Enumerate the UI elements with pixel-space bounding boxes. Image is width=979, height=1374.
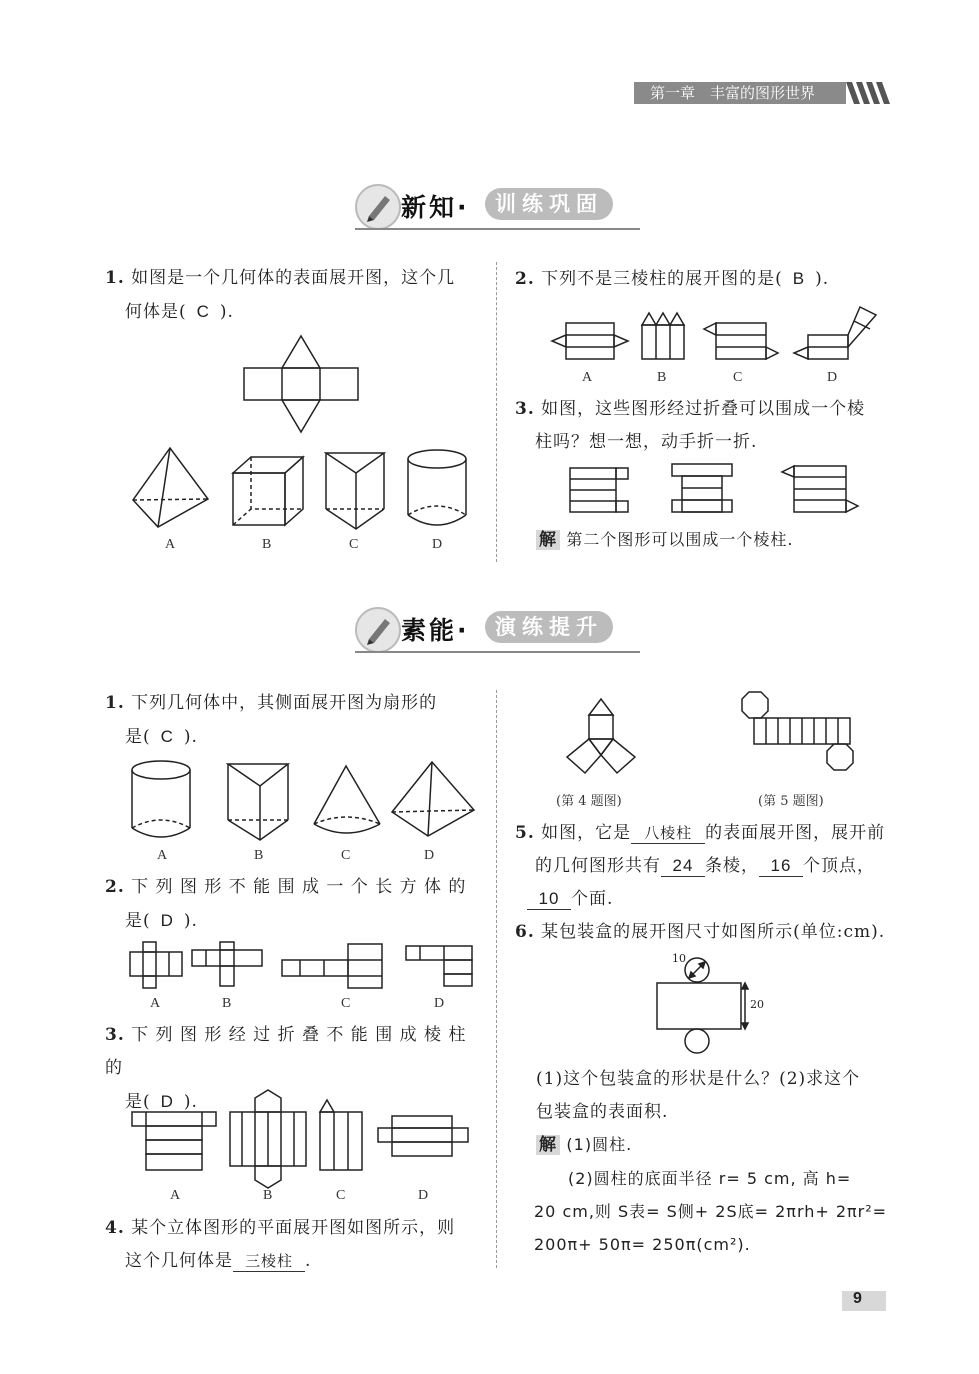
- s2-q1-label-a: A: [157, 848, 168, 863]
- s2-q4: 4. 某个立体图形的平面展开图如图所示，则 这个几何体是 三棱柱 .: [105, 1218, 456, 1271]
- s2-q3: 3. 下 列 图 形 经 过 折 叠 不 能 围 成 棱 柱 的 是( D ).: [105, 1025, 467, 1112]
- s1-q1-label-b: B: [262, 537, 272, 552]
- s2-q3-label-d: D: [418, 1188, 429, 1203]
- s1-q2-label-d: D: [827, 370, 838, 385]
- s2-q2-label-d: D: [434, 996, 445, 1011]
- s2-q2-label-b: B: [222, 996, 232, 1011]
- s2-q1-label-d: D: [424, 848, 435, 863]
- page-number: 9: [853, 1290, 862, 1307]
- s2-q6-dim-top: 10: [672, 952, 686, 965]
- s2-q1-label-c: C: [341, 848, 351, 863]
- section2-header: [355, 603, 645, 655]
- s2-q5-answer-edges: 24: [661, 856, 705, 877]
- s1-q2-label-c: C: [733, 370, 743, 385]
- s1-q2-answer: B: [792, 269, 806, 288]
- s2-q5-answer-vertices: 16: [759, 856, 803, 877]
- s2-q6-figure: [655, 955, 755, 1057]
- s2-q3-options-figure: [130, 1088, 472, 1190]
- s1-q2-options-figure: [550, 305, 880, 365]
- s2-q2: 2. 下 列 图 形 不 能 围 成 一 个 长 方 体 的 是( D ).: [105, 877, 467, 931]
- pencil-badge-icon: [355, 184, 401, 230]
- s1-q1-label-c: C: [349, 537, 359, 552]
- s1-q3-solution: 解 第二个图形可以围成一个棱柱.: [536, 523, 794, 557]
- s2-q3-answer: D: [160, 1092, 174, 1111]
- s2-q3-label-b: B: [263, 1188, 273, 1203]
- s1-q3-figure: [568, 462, 858, 517]
- column-divider: [496, 262, 497, 562]
- s2-q6-dim-side: 20: [750, 998, 764, 1011]
- column-divider: [496, 690, 497, 1268]
- s1-q1-net-figure: [242, 334, 360, 434]
- s2-q1-options-figure: [130, 760, 475, 845]
- s2-q1-label-b: B: [254, 848, 264, 863]
- s1-q2: 2. 下列不是三棱柱的展开图的是( B ).: [515, 269, 830, 289]
- s2-q1-answer: C: [160, 727, 174, 746]
- s2-q5-answer-shape: 八棱柱: [631, 823, 705, 844]
- s2-q6-questions: (1)这个包装盒的形状是什么？(2)求这个 包装盒的表面积.: [536, 1069, 861, 1122]
- s1-q1-label-d: D: [432, 537, 443, 552]
- chapter-stripes-icon: [846, 80, 890, 106]
- s1-q1: 1. 如图是一个几何体的表面展开图，这个几 何体是( C ).: [105, 268, 456, 322]
- fig4-caption: (第 4 题图): [556, 794, 622, 809]
- s2-q6-solution: 解 (1)圆柱. (2)圆柱的底面半径 r= 5 cm, 高 h= 20 cm,则 S表= S侧+ 2S底= 2πrh+ 2πr²= 200π+ 50π= 250π(cm²).: [534, 1135, 888, 1254]
- page-number-box: [842, 1291, 886, 1311]
- s2-q5-answer-faces: 10: [527, 889, 571, 910]
- s2-q2-label-c: C: [341, 996, 351, 1011]
- s2-q3-label-c: C: [336, 1188, 346, 1203]
- fig5-figure: [740, 690, 855, 778]
- s2-q4-answer: 三棱柱: [233, 1251, 305, 1272]
- chapter-title: 第一章 丰富的图形世界: [650, 84, 816, 102]
- section2-title: 素能·: [401, 616, 470, 645]
- s2-q2-label-a: A: [150, 996, 161, 1011]
- fig4-figure: [565, 695, 665, 777]
- s2-q2-answer: D: [160, 911, 174, 930]
- pencil-badge-icon: [355, 607, 401, 653]
- s1-q2-label-a: A: [582, 370, 593, 385]
- s1-q3: 3. 如图，这些图形经过折叠可以围成一个棱 柱吗？想一想，动手折一折.: [515, 399, 866, 452]
- section1-title: 新知·: [401, 193, 470, 222]
- s1-q1-answer: C: [196, 302, 210, 321]
- s2-q5: 5. 如图，它是 八棱柱 的表面展开图，展开前 的几何图形共有 24 条棱， 16 个顶点， 10 个面.: [515, 823, 886, 909]
- s2-q3-label-a: A: [170, 1188, 181, 1203]
- s2-q2-options-figure: [128, 940, 478, 990]
- section2-pill: 演练提升: [485, 611, 613, 643]
- s2-q1: 1. 下列几何体中，其侧面展开图为扇形的 是( C ).: [105, 693, 438, 747]
- s1-q1-options-figure: [130, 445, 475, 535]
- fig5-caption: (第 5 题图): [758, 794, 824, 809]
- s2-q6: 6. 某包装盒的展开图尺寸如图所示(单位:cm).: [515, 922, 886, 942]
- s1-q1-label-a: A: [165, 537, 176, 552]
- s1-q2-label-b: B: [657, 370, 667, 385]
- section1-header: [355, 180, 645, 232]
- section1-pill: 训练巩固: [485, 188, 613, 220]
